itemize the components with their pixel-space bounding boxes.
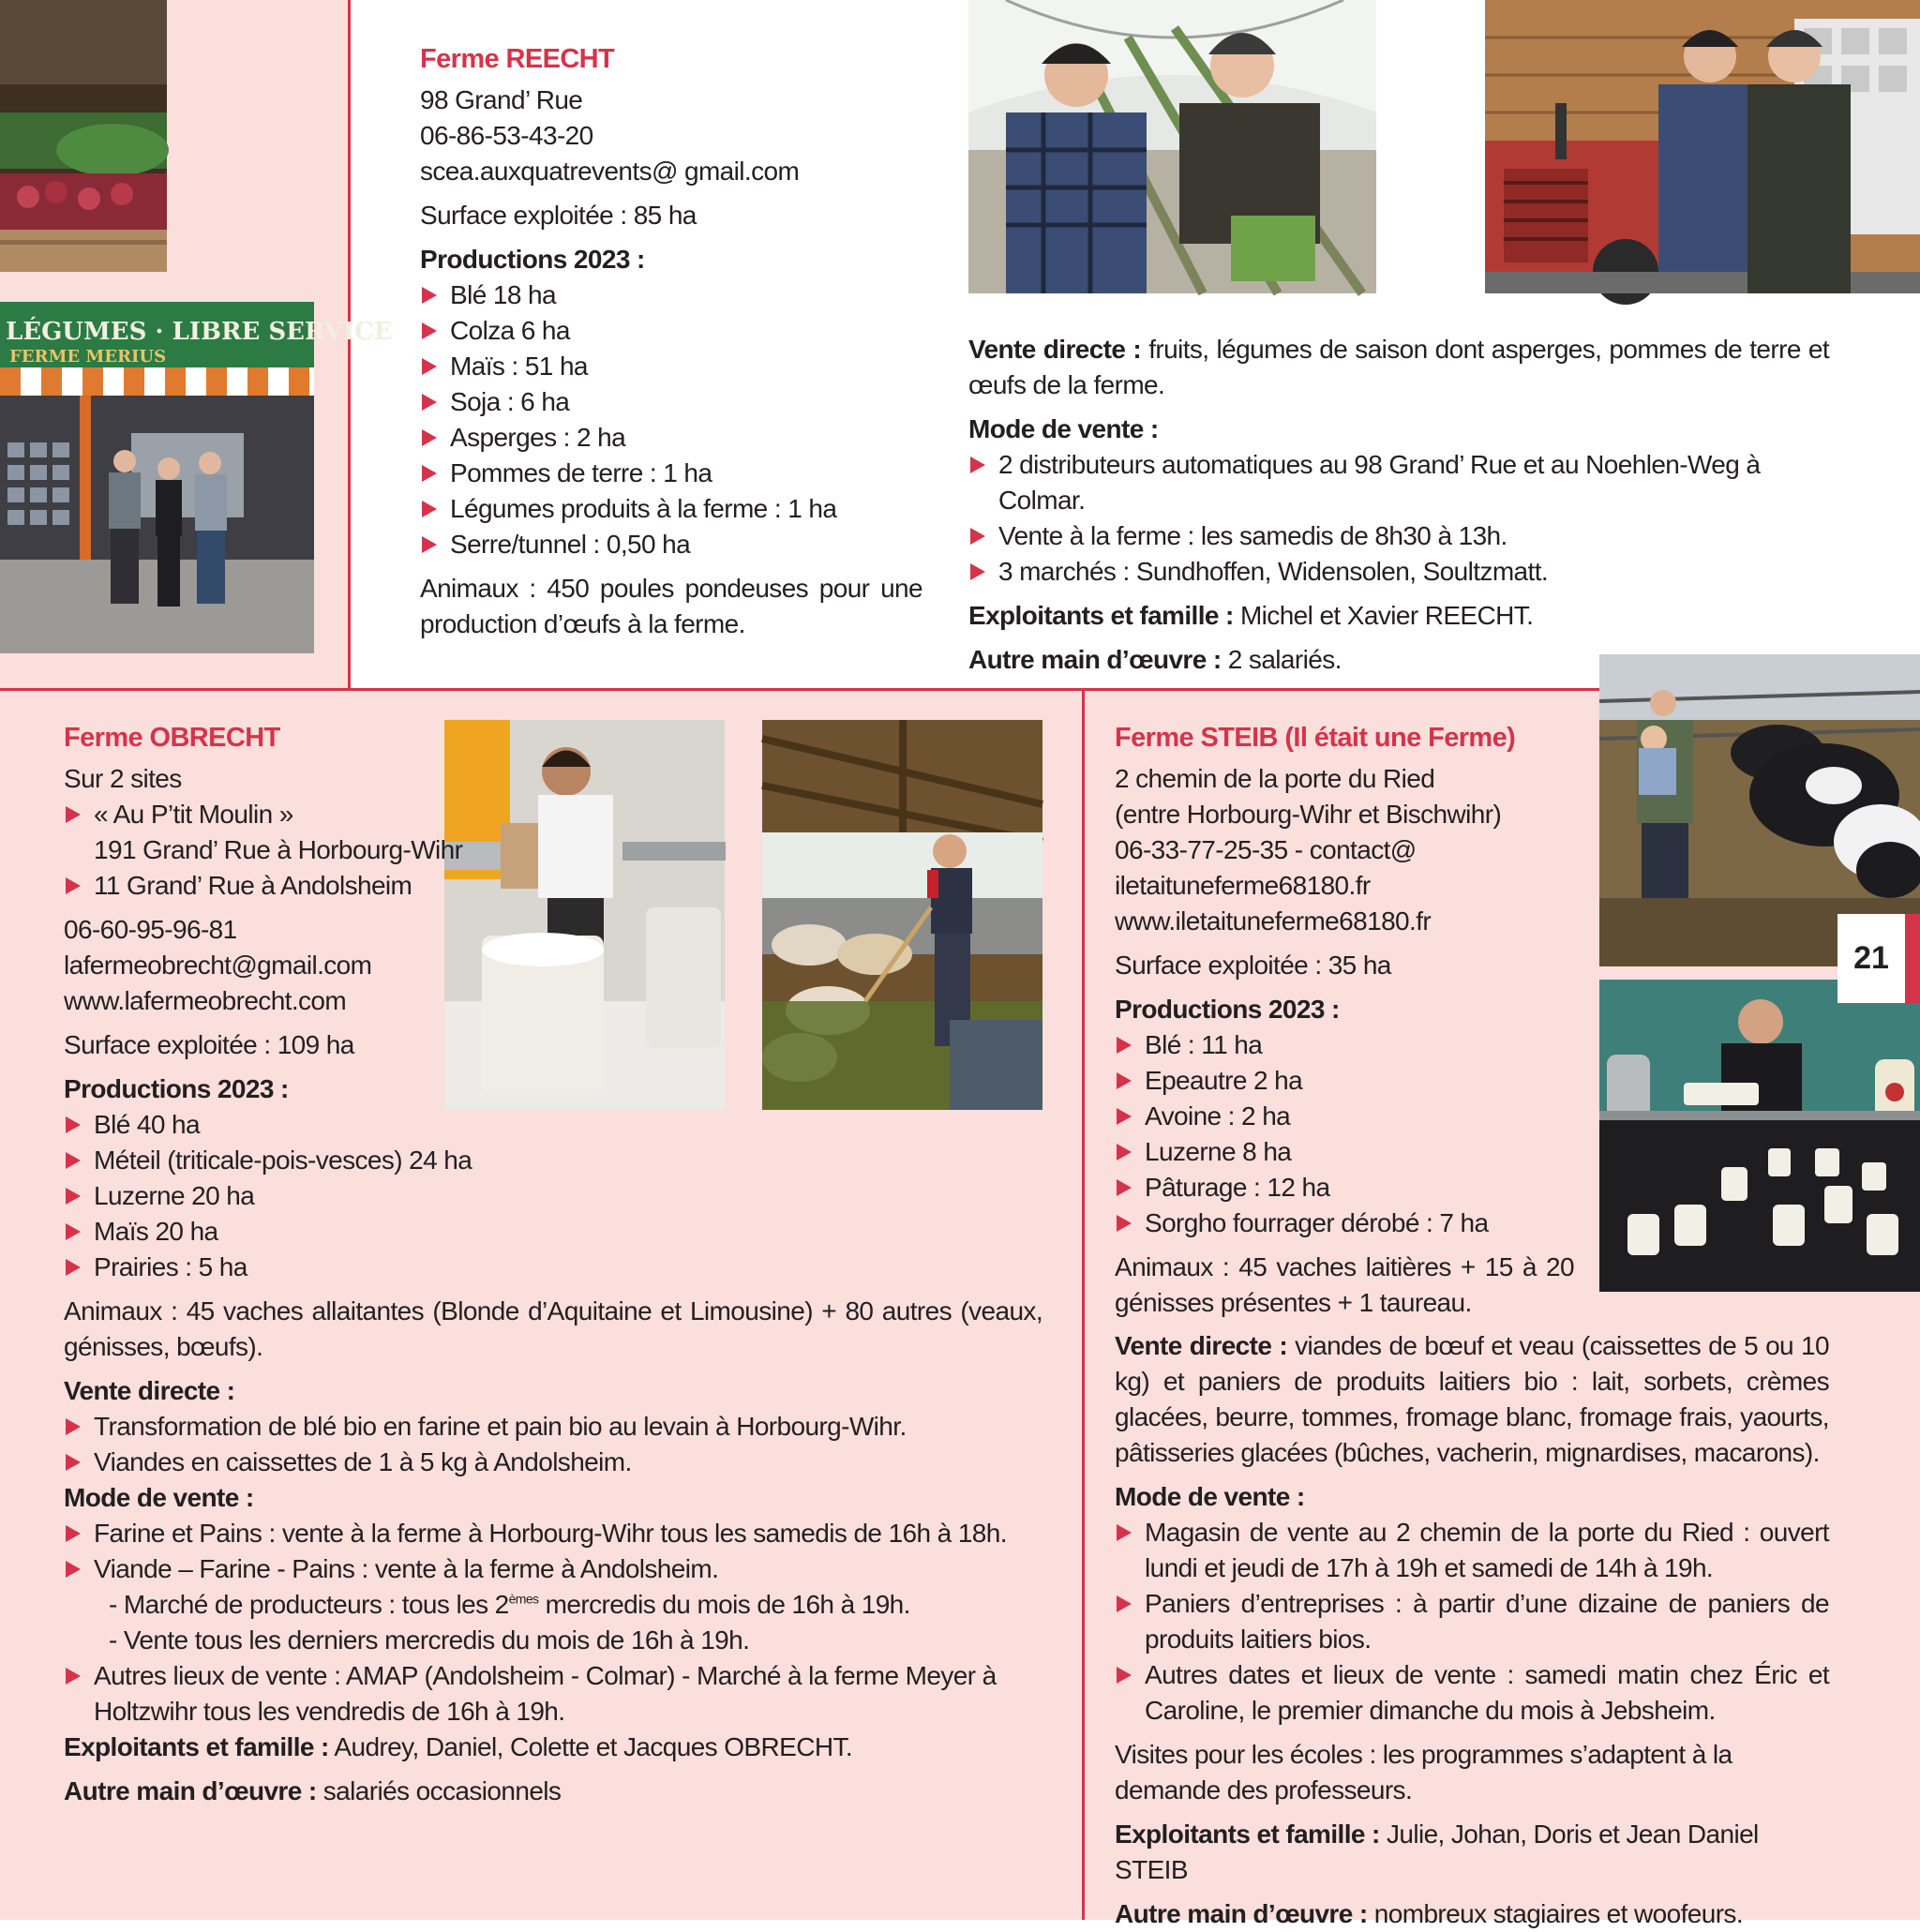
list-item: Luzerne 20 ha (64, 1178, 1042, 1214)
obrecht-surface: Surface exploitée : 109 ha (64, 1030, 354, 1059)
steib-exploitants-label: Exploitants et famille : (1115, 1820, 1380, 1849)
reecht-sales-block (968, 332, 1829, 678)
list-item: Prairies : 5 ha (64, 1250, 1042, 1285)
steib-sales-block (1115, 1328, 1829, 1932)
steib-contact: 06-33-77-25-35 - contact@ (1115, 835, 1417, 864)
obrecht-mode-vente-list (64, 1516, 1042, 1587)
list-item: 11 Grand’ Rue à Andolsheim (64, 868, 1042, 904)
list-item: Autres lieux de vente : AMAP (Andolsheim - Colmar) - Marché à la ferme Meyer à Holtzwihr tous les vendredis de 16h à 19h. (64, 1658, 1042, 1730)
obrecht-mode-vente-2a-sup: èmes (508, 1591, 539, 1607)
obrecht-exploitants-text: Audrey, Daniel, Colette et Jacques OBRECHT. (328, 1732, 853, 1761)
reecht-vente-directe (968, 332, 1829, 403)
steib-exploitants-text: Julie, Johan, Doris et Jean Daniel STEIB (1115, 1820, 1759, 1884)
obrecht-site1-name: « Au P’tit Moulin » (94, 800, 293, 829)
steib-address2: (entre Horbourg-Wihr et Bischwihr) (1115, 800, 1502, 829)
divider-vertical-bottom (1082, 688, 1085, 1920)
list-item: Transformation de blé bio en farine et pain bio au levain à Horbourg-Wihr. (64, 1409, 1042, 1445)
steib-main-oeuvre-label: Autre main d’œuvre : (1115, 1899, 1368, 1928)
list-item: Epeautre 2 ha (1115, 1063, 1574, 1099)
steib-vente-directe-text: viandes de bœuf et veau (caissettes de 5 ou 10 kg) et paniers de produits laitiers bio : lait, sorbets, crèmes glacées, beurre, tommes, fromage blanc, fromage frais, yaourts, pâtisseries glacées (bûches, vacherin, mignardises, macarons). (1115, 1331, 1829, 1467)
reecht-animaux: Animaux : 450 poules pondeuses pour une production d’œufs à la ferme. (420, 574, 922, 638)
steib-main-oeuvre (1115, 1896, 1829, 1932)
list-item: Asperges : 2 ha (420, 420, 922, 456)
produce-crate-photo (0, 0, 167, 272)
reecht-greenhouse-photo (968, 0, 1376, 293)
list-item (64, 1551, 1042, 1587)
reecht-vente-directe-label: Vente directe : (968, 335, 1142, 364)
reecht-surface: Surface exploitée : 85 ha (420, 201, 697, 230)
obrecht-productions-list (64, 1107, 1042, 1285)
steib-productions-heading: Productions 2023 : (1115, 995, 1340, 1024)
obrecht-email: lafermeobrecht@gmail.com (64, 951, 372, 980)
obrecht-vente-directe-list (64, 1409, 1042, 1480)
obrecht-exploitants-label: Exploitants et famille : (64, 1732, 329, 1761)
obrecht-site1-address: 191 Grand’ Rue à Horbourg-Wihr (94, 835, 463, 864)
reecht-title: Ferme REECHT (420, 44, 615, 74)
obrecht-phone: 06-60-95-96-81 (64, 915, 237, 944)
merius-sign-line2: FERME MERIUS (9, 347, 167, 367)
list-item: Maïs : 51 ha (420, 349, 922, 384)
steib-email-domain: iletaituneferme68180.fr (1115, 871, 1371, 900)
reecht-vente-directe-text: fruits, légumes de saison dont asperges, pommes de terre et œufs de la ferme. (968, 335, 1829, 399)
list-item: Autres dates et lieux de vente : samedi matin chez Éric et Caroline, le premier dimanche du mois à Jebsheim. (1115, 1657, 1829, 1729)
list-item: Pâturage : 12 ha (1115, 1170, 1574, 1206)
obrecht-sites-list (64, 797, 1042, 904)
steib-title: Ferme STEIB (Il était une Ferme) (1115, 723, 1516, 753)
obrecht-mode-vente-list-2 (64, 1658, 1042, 1730)
obrecht-mode-vente-heading: Mode de vente : (64, 1483, 254, 1512)
list-item: Pommes de terre : 1 ha (420, 456, 922, 491)
steib-address1: 2 chemin de la porte du Ried (1115, 764, 1435, 793)
reecht-address: 98 Grand’ Rue (420, 85, 583, 114)
steib-mode-vente-list (1115, 1515, 1829, 1729)
list-item: Luzerne 8 ha (1115, 1134, 1574, 1170)
reecht-main-oeuvre (968, 642, 1829, 678)
obrecht-main-oeuvre (64, 1774, 1042, 1809)
list-item: Serre/tunnel : 0,50 ha (420, 527, 922, 562)
steib-vente-directe (1115, 1328, 1829, 1471)
list-item: Maïs 20 ha (64, 1214, 1042, 1250)
obrecht-mode-vente-2a-after: mercredis du mois de 16h à 19h. (538, 1590, 910, 1619)
reecht-phone: 06-86-53-43-20 (420, 121, 593, 150)
steib-productions-list (1115, 1027, 1574, 1241)
list-item: Magasin de vente au 2 chemin de la porte du Ried : ouvert lundi et jeudi de 17h à 19h et samedi de 14h à 19h. (1115, 1515, 1829, 1586)
list-item: 2 distributeurs automatiques au 98 Grand’ Rue et au Noehlen-Weg à Colmar. (968, 447, 1829, 518)
obrecht-mode-vente-2: Viande – Farine - Pains : vente à la ferme à Andolsheim. (94, 1554, 719, 1583)
reecht-tractor-photo (1485, 0, 1920, 293)
obrecht-main-oeuvre-label: Autre main d’œuvre : (64, 1776, 317, 1805)
steib-website: www.iletaituneferme68180.fr (1115, 906, 1432, 936)
reecht-contact-block (420, 41, 922, 642)
merius-sign-line1: LÉGUMES · LIBRE SERVICE (6, 318, 393, 346)
reecht-mode-vente-list (968, 447, 1829, 590)
reecht-exploitants-label: Exploitants et famille : (968, 601, 1234, 630)
list-item: 3 marchés : Sundhoffen, Widensolen, Soultzmatt. (968, 554, 1829, 590)
list-item: Soja : 6 ha (420, 384, 922, 420)
list-item: Méteil (triticale-pois-vesces) 24 ha (64, 1143, 1042, 1178)
merius-storefront-photo (0, 302, 393, 653)
obrecht-website: www.lafermeobrecht.com (64, 986, 347, 1015)
list-item: Blé 40 ha (64, 1107, 1042, 1143)
obrecht-vente-directe-heading: Vente directe : (64, 1376, 235, 1405)
reecht-email: scea.auxquatrevents@ gmail.com (420, 157, 800, 186)
list-item: Colza 6 ha (420, 313, 922, 349)
list-item: Viandes en caissettes de 1 à 5 kg à Andolsheim. (64, 1445, 1042, 1480)
divider-horizontal (0, 688, 1601, 691)
list-item: Avoine : 2 ha (1115, 1099, 1574, 1134)
page-number-tab (1905, 914, 1920, 1003)
reecht-exploitants (968, 598, 1829, 634)
obrecht-exploitants (64, 1730, 1042, 1765)
reecht-mode-vente-heading: Mode de vente : (968, 414, 1159, 443)
obrecht-productions-heading: Productions 2023 : (64, 1074, 289, 1103)
obrecht-mode-vente-2a (64, 1587, 1042, 1623)
obrecht-animaux: Animaux : 45 vaches allaitantes (Blonde d’Aquitaine et Limousine) + 80 autres (veaux, génisses, bœufs). (64, 1296, 1042, 1361)
steib-vente-directe-label: Vente directe : (1115, 1331, 1288, 1360)
steib-surface: Surface exploitée : 35 ha (1115, 951, 1391, 980)
list-item: Vente à la ferme : les samedis de 8h30 à 13h. (968, 518, 1829, 554)
reecht-productions-heading: Productions 2023 : (420, 245, 645, 274)
obrecht-mode-vente-2b: - Vente tous les derniers mercredis du mois de 16h à 19h. (109, 1625, 750, 1655)
reecht-exploitants-text: Michel et Xavier REECHT. (1233, 601, 1534, 630)
list-item (64, 797, 1042, 868)
steib-visites: Visites pour les écoles : les programmes s’adaptent à la demande des professeurs. (1115, 1740, 1732, 1805)
reecht-productions-list (420, 277, 922, 562)
obrecht-mode-vente-2a-before: - Marché de producteurs : tous les 2 (109, 1590, 509, 1619)
list-item: Paniers d’entreprises : à partir d’une dizaine de paniers de produits laitiers bios. (1115, 1586, 1829, 1657)
obrecht-title: Ferme OBRECHT (64, 723, 280, 753)
list-item: Blé 18 ha (420, 277, 922, 313)
page-number: 21 (1838, 914, 1905, 1003)
obrecht-sites: Sur 2 sites (64, 764, 182, 793)
list-item: Sorgho fourrager dérobé : 7 ha (1115, 1206, 1574, 1241)
obrecht-block (64, 720, 1042, 1809)
steib-exploitants (1115, 1817, 1829, 1888)
list-item: Blé : 11 ha (1115, 1027, 1574, 1063)
steib-contact-block (1115, 720, 1574, 1321)
list-item: Farine et Pains : vente à la ferme à Horbourg-Wihr tous les samedis de 16h à 18h. (64, 1516, 1042, 1551)
steib-shop-photo (1599, 980, 1920, 1292)
reecht-main-oeuvre-text: 2 salariés. (1221, 645, 1342, 674)
steib-animaux: Animaux : 45 vaches laitières + 15 à 20 génisses présentes + 1 taureau. (1115, 1252, 1574, 1317)
steib-mode-vente-heading: Mode de vente : (1115, 1482, 1305, 1511)
list-item: Légumes produits à la ferme : 1 ha (420, 491, 922, 527)
obrecht-main-oeuvre-text: salariés occasionnels (316, 1776, 562, 1805)
steib-main-oeuvre-text: nombreux stagiaires et woofeurs. (1367, 1899, 1743, 1928)
reecht-main-oeuvre-label: Autre main d’œuvre : (968, 645, 1222, 674)
